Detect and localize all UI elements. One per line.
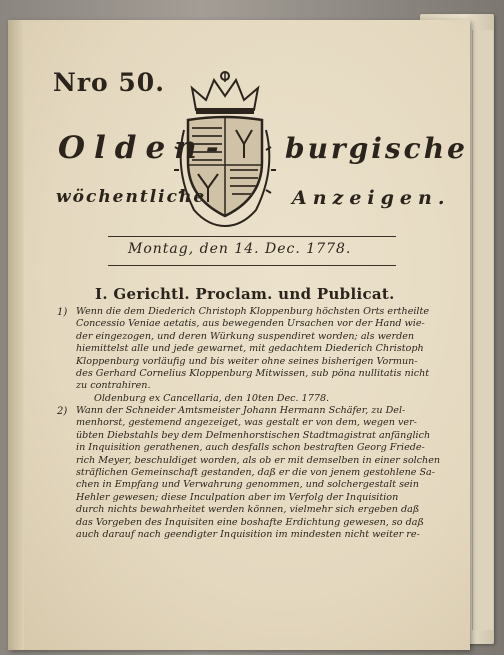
text-line: sträflichen Gemeinschaft gestanden, daß er die von jenem gestohlene Sa-	[76, 467, 436, 479]
text-line: auch darauf nach geendigter Inquisition im mindesten nicht weiter re-	[76, 529, 420, 541]
text-line: übten Diebstahls bey dem Delmenhorstischen Stadtmagistrat anfänglich	[76, 429, 431, 441]
entry-number: 2)	[57, 406, 68, 417]
text-line: Kloppenburg vorläufig und bis weiter ohne seines bisherigen Vormun-	[76, 355, 418, 367]
section-title: I. Gerichtl. Proclam. und Publicat.	[95, 285, 395, 303]
text-line: Wenn die dem Diederich Christoph Kloppenburg höchsten Orts ertheilte	[76, 306, 430, 317]
text-line: Concessio Veniae aetatis, aus bewegenden Ursachen vor der Hand wie-	[76, 318, 425, 330]
dateline: Montag, den 14. Dec. 1778.	[128, 241, 352, 257]
underlying-page-edge	[472, 30, 493, 630]
entry-text	[76, 306, 429, 405]
subtitle-right: Anzeigen.	[292, 187, 451, 209]
text-line: rich Meyer, beschuldiget worden, als ob er mit demselben in einer solchen	[76, 454, 441, 466]
text-line: Wann der Schneider Amtsmeister Johann Hermann Schäfer, zu Del-	[76, 405, 406, 416]
page-fold	[8, 20, 24, 650]
entry-number: 1)	[57, 307, 68, 318]
issue-number: Nro 50.	[53, 68, 165, 97]
rule-top	[108, 236, 396, 237]
text-line: das Vorgeben des Inquisiten eine boshafte Erdichtung gewesen, so daß	[76, 516, 424, 528]
subtitle-left: wöchentliche	[56, 187, 207, 207]
text-line: zu contrahiren.	[76, 380, 151, 392]
text-line: der eingezogen, und deren Würkung suspendiret worden; als werden	[76, 330, 415, 342]
text-line: Hehler gewesen; diese Inculpation aber im Verfolg der Inquisition	[76, 491, 399, 503]
text-line: des Gerhard Cornelius Kloppenburg Mitwissen, sub pöna nullitatis nicht	[76, 368, 430, 380]
text-line: hiemittelst alle und jede gewarnet, mit gedachtem Diederich Christoph	[76, 343, 424, 355]
entry-text	[76, 405, 440, 541]
text-line: in Inquisition gerathenen, auch desfalls schon bestraften Georg Friede-	[76, 442, 425, 454]
rule-bottom	[108, 265, 396, 266]
text-line: chen in Empfang und Verwahrung genommen, und solchergestalt sein	[76, 479, 419, 491]
text-line: durch nichts bewahrheitet werden können, vielmehr sich ergeben daß	[76, 504, 420, 516]
title-left: Olden-	[58, 130, 228, 166]
signoff: Oldenburg ex Cancellaria, den 10ten Dec. 1778.	[94, 392, 330, 404]
title-right: burgische	[285, 132, 468, 165]
text-line: menhorst, gestemend angezeiget, was gestalt er von dem, wegen ver-	[76, 417, 417, 429]
